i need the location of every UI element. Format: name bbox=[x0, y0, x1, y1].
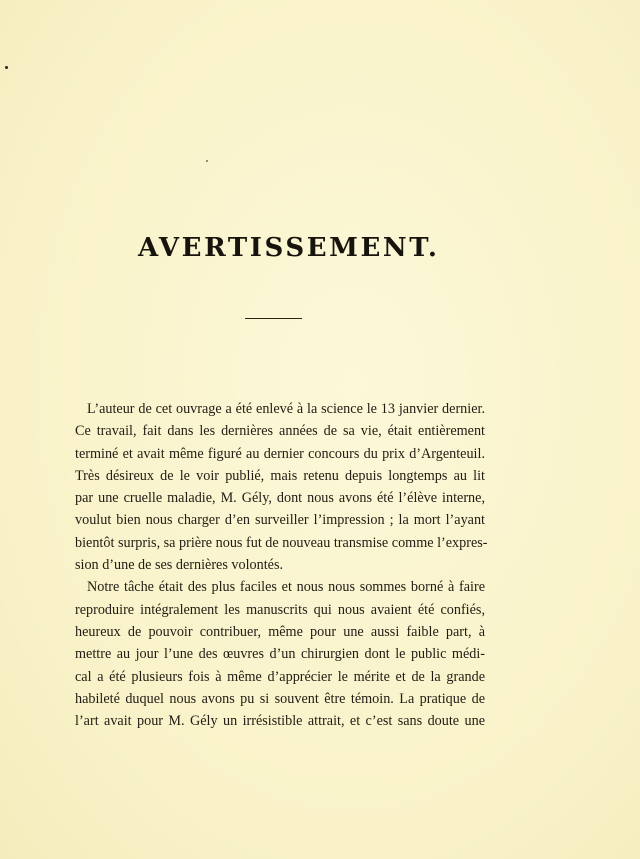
text-line: terminé et avait même figuré au dernier concours du prix d’Argenteuil. bbox=[75, 445, 485, 462]
text-line: sion d’une de ses dernières volontés. bbox=[75, 557, 284, 574]
text-line: mettre au jour l’une des œuvres d’un chirurgien dont le public médi- bbox=[75, 646, 485, 663]
heading-block bbox=[138, 230, 440, 266]
text-line: l’art avait pour M. Gély un irrésistible attrait, et c’est sans doute une bbox=[75, 713, 485, 730]
text-line: par une cruelle maladie, M. Gély, dont nous avons été l’élève interne, bbox=[75, 490, 485, 507]
text-line: voulut bien nous charger d’en surveiller l’impression ; la mort l’ayant bbox=[75, 512, 485, 529]
text-line: L’auteur de cet ouvrage a été enlevé à la science le 13 janvier dernier. bbox=[87, 401, 485, 417]
paragraph-2 bbox=[75, 576, 485, 732]
text-line: reproduire intégralement les manuscrits qui nous avaient été confiés, bbox=[75, 601, 485, 618]
title-divider bbox=[245, 318, 302, 319]
paper-speck bbox=[206, 160, 208, 162]
page-title: AVERTISSEMENT. bbox=[138, 233, 440, 263]
body-text bbox=[75, 398, 488, 732]
text-line: Très désireux de le voir publié, mais retenu depuis longtemps au lit bbox=[75, 467, 485, 484]
text-line: bientôt surpris, sa prière nous fut de nouveau transmise comme l’expres- bbox=[75, 534, 488, 551]
text-line: habileté duquel nous avons pu si souvent être témoin. La pratique de bbox=[75, 690, 485, 707]
text-line: heureux de pouvoir contribuer, même pour une aussi faible part, à bbox=[75, 623, 485, 640]
margin-mark bbox=[5, 66, 8, 69]
paragraph-1 bbox=[75, 398, 488, 576]
text-line: Notre tâche était des plus faciles et nous nous sommes borné à faire bbox=[87, 579, 485, 596]
text-line: cal a été plusieurs fois à même d’apprécier le mérite et de la grande bbox=[75, 668, 485, 685]
text-line: Ce travail, fait dans les dernières années de sa vie, était entièrement bbox=[75, 423, 485, 440]
